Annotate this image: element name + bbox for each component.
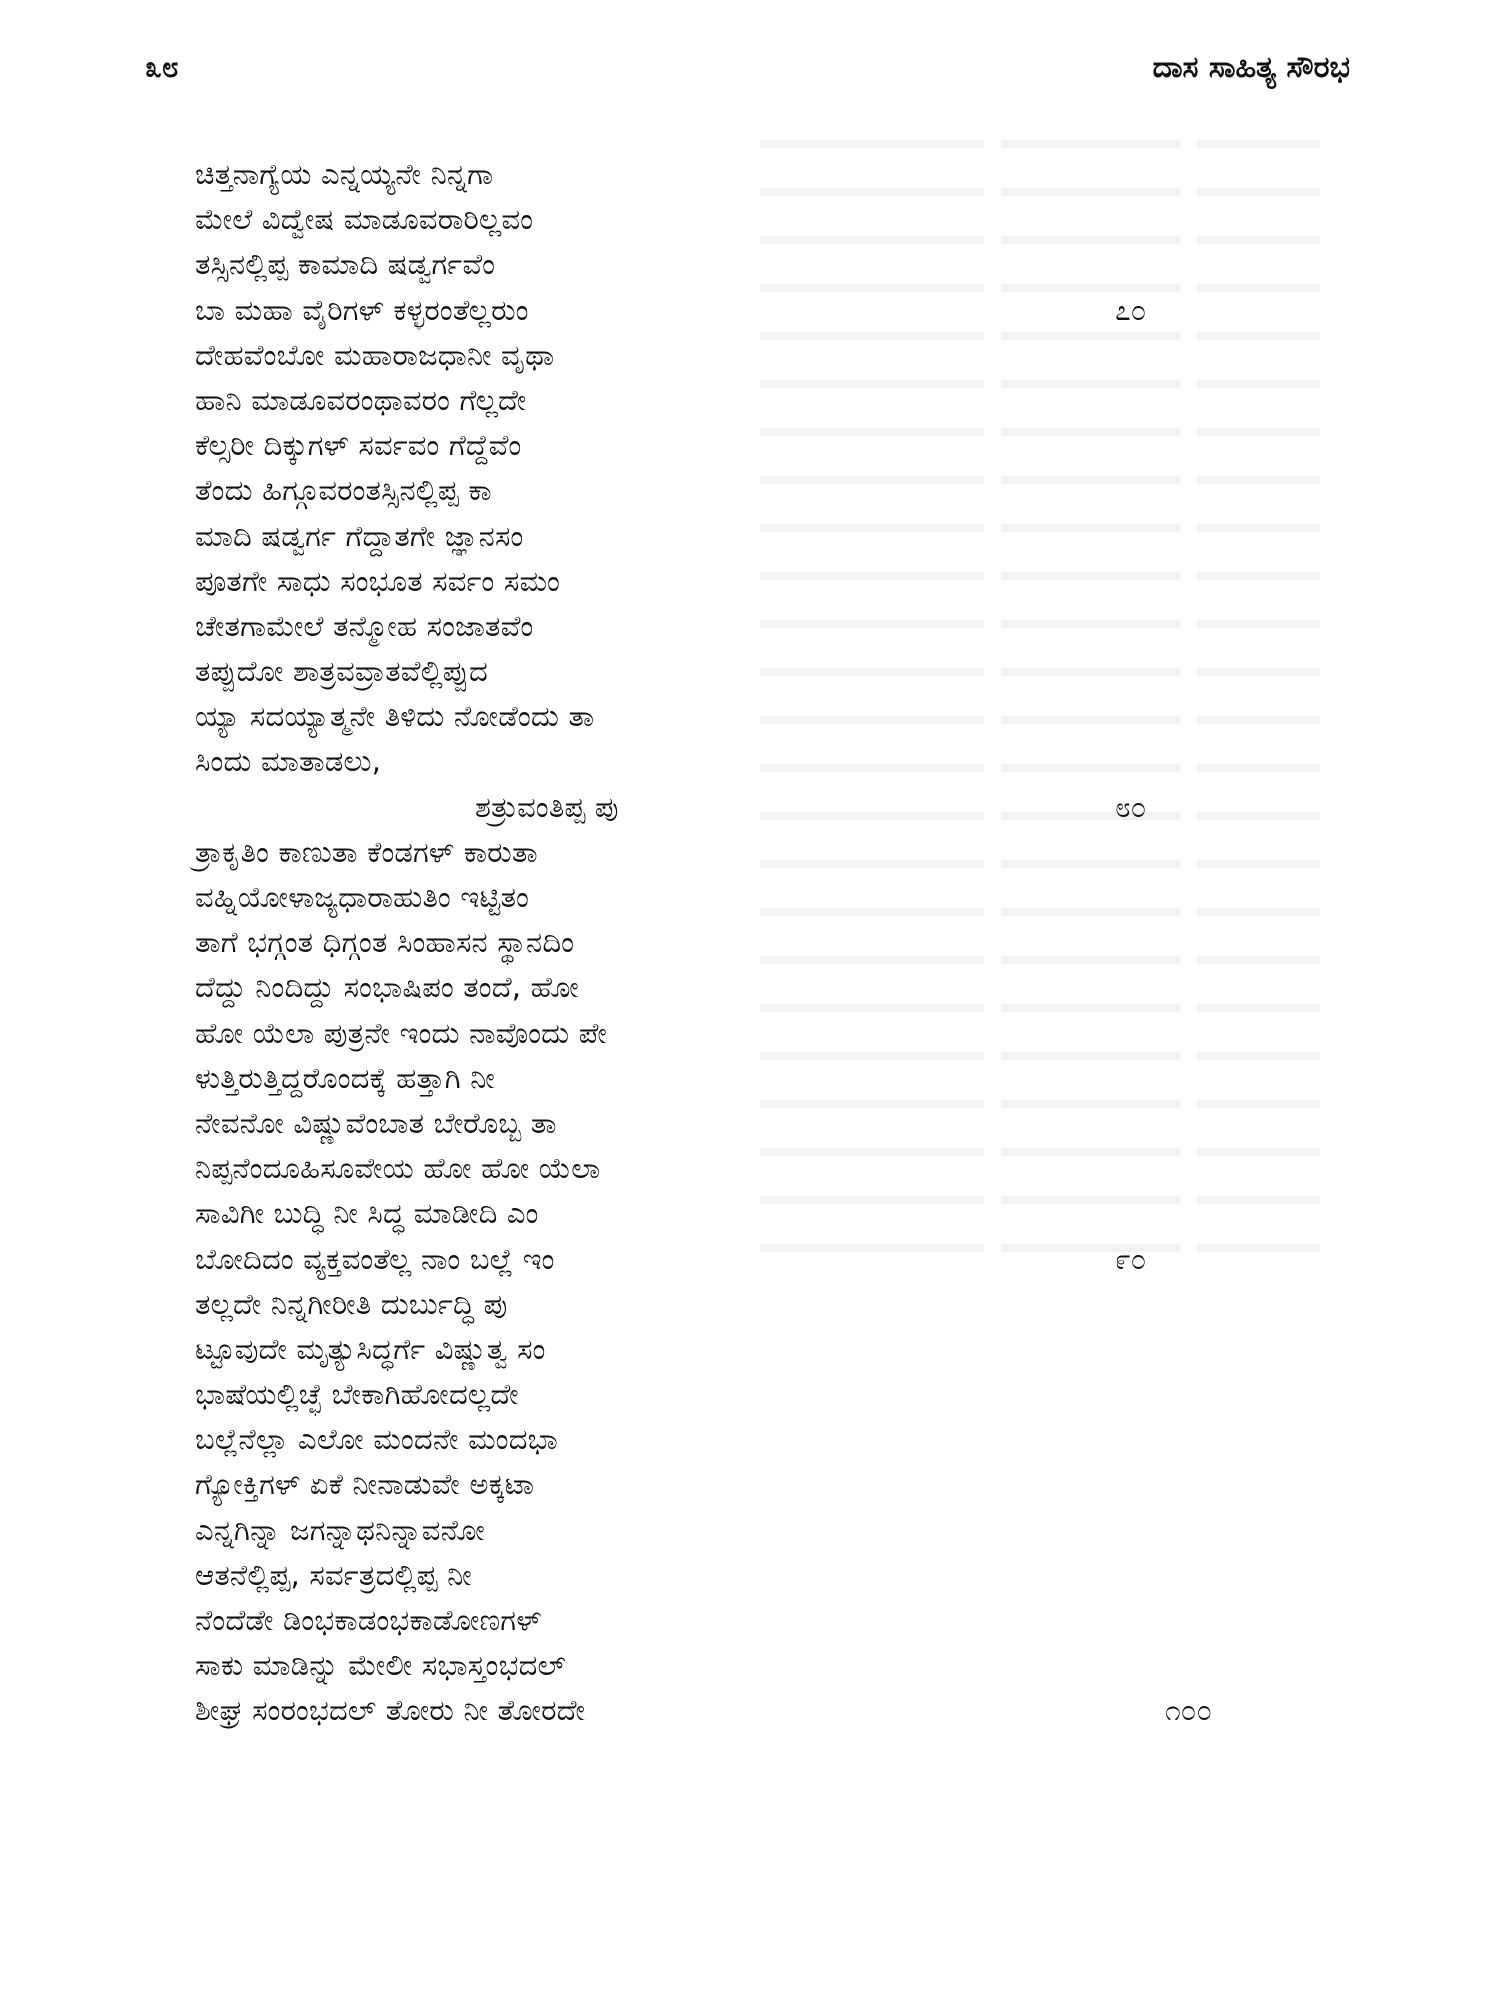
poem-line-text: ಳುತ್ತಿರುತ್ತಿದ್ದರೊಂದಕ್ಕೆ ಹತ್ತಾಗಿ ನೀ (195, 1060, 495, 1095)
poem-line (195, 694, 1295, 739)
poem-line-text: ದೆದ್ದು ನಿಂದಿದ್ದು ಸಂಭಾಷಿಪಂ ತಂದೆ, ಹೋ (195, 970, 579, 1005)
poem-line (195, 1508, 1295, 1553)
line-number: ೭೦ (1115, 293, 1147, 327)
poem-line-text: ಎನ್ನಗಿನ್ನಾ ಜಗನ್ನಾಥನಿನ್ನಾವನೋ (195, 1512, 485, 1547)
poem-line (195, 1462, 1295, 1507)
poem-line-text: ಸಿಂದು ಮಾತಾಡಲು, (195, 744, 382, 779)
poem-line-text: ತಲ್ಲದೇ ನಿನ್ನಗೀರೀತಿ ದುರ್ಬುದ್ಧಿ ಪು (195, 1286, 508, 1321)
poem-line (195, 1056, 1295, 1101)
poem-line-text: ಟ್ಟೂವುದೇ ಮೃತ್ಯುಸಿದ್ಧರ್ಗೆ ವಿಷ್ಣುತ್ವ ಸಂ (195, 1331, 546, 1366)
poem-line-text: ಹೋ ಯೆಲಾ ಪುತ್ರನೇ ಇಂದು ನಾವೊಂದು ಪೇ (195, 1015, 608, 1050)
page-number: ೩೮ (145, 50, 179, 85)
poem-line-text: ತಸ್ಸಿನಲ್ಲಿಪ್ಪ ಕಾಮಾದಿ ಷಡ್ವರ್ಗವೆಂ (195, 247, 496, 282)
poem-line (195, 1643, 1295, 1688)
poem-line-text: ವಹ್ನಿಯೋಳಾಜ್ಯಧಾರಾಹುತಿಂ ಇಟ್ಟಿತಂ (195, 880, 530, 914)
poem-line-text: ಮೇಲೆ ವಿದ್ವೇಷ ಮಾಡೂವರಾರಿಲ್ಲವಂ (195, 202, 534, 237)
poem-line (195, 604, 1295, 649)
poem-line-text: ಹಾನಿ ಮಾಡೂವರಂಥಾವರಂ ಗೆಲ್ಲದೇ (195, 382, 527, 417)
poem-line (195, 378, 1295, 423)
poem-line (195, 1327, 1295, 1372)
poem-line-text: ದೇಹವೆಂಬೋ ಮಹಾರಾಜಧಾನೀ ವೃಥಾ (195, 337, 555, 372)
poem-line (195, 1237, 1295, 1282)
poem-line-text: ಕೆಲ್ಸರೀ ದಿಕ್ಕುಗಳ್ ಸರ್ವವಂ ಗೆದ್ದೆವೆಂ (195, 428, 522, 463)
poem-line (195, 333, 1295, 378)
poem-line-text: ತಾಗೆ ಭಗ್ಗಂತ ಧಿಗ್ಗಂತ ಸಿಂಹಾಸನ ಸ್ಥಾನದಿಂ (195, 925, 575, 960)
poem-line (195, 649, 1295, 694)
poem-line-text: ಚಿತ್ತನಾಗ್ಯೆಯ ಎನ್ನಯ್ಯನೇ ನಿನ್ನಗಾ (195, 157, 494, 191)
running-title: ದಾಸ ಸಾಹಿತ್ಯ ಸೌರಭ (1152, 50, 1350, 85)
poem-line-text: ನೇವನೋ ವಿಷ್ಣುವೆಂಬಾತ ಬೇರೊಬ್ಬ ತಾ (195, 1105, 557, 1140)
poem-line-text: ತಪ್ಪುದೋ ಶಾತ್ರವವ್ರಾತವೆಲ್ಲಿಪ್ಪುದ (195, 654, 488, 689)
poem-line (195, 242, 1295, 287)
poem-line-text: ಸಾಕು ಮಾಡಿನ್ನು ಮೇಲೀ ಸಭಾಸ್ತಂಭದಲ್ (195, 1648, 566, 1683)
poem-line-text: ಬೋದಿದಂ ವ್ಯಕ್ತವಂತೆಲ್ಲ ನಾಂ ಬಲ್ಲೆ ಇಂ (195, 1241, 555, 1276)
poem-line (195, 1191, 1295, 1236)
poem-line (195, 559, 1295, 604)
poem-line-text: ಸಾವಿಗೀ ಬುದ್ಧಿ ನೀ ಸಿದ್ಧ ಮಾಡೀದಿ ಎಂ (195, 1196, 539, 1231)
poem-line (195, 197, 1295, 242)
poem-line-text: ಚೇತಗಾಮೇಲೆ ತನ್ಮೋಹ ಸಂಜಾತವೆಂ (195, 608, 534, 643)
poem-line-text: ತ್ರಾಕೃತಿಂ ಕಾಣುತಾ ಕೆಂಡಗಳ್ ಕಾರುತಾ (195, 834, 538, 869)
poem-line-text: ಆತನೆಲ್ಲಿಪ್ಪ, ಸರ್ವತ್ರದಲ್ಲಿಪ್ಪ ನೀ (195, 1557, 472, 1592)
poem-line-text: ಶೀಘ್ರ ಸಂರಂಭದಲ್ ತೋರು ನೀ ತೋರದೇ (195, 1693, 586, 1728)
page-header (0, 50, 1500, 90)
poem-line-text: ನೆಂದೆಡೇ ಡಿಂಭಕಾಡಂಭಕಾಡೋಣಗಳ್ (195, 1603, 542, 1637)
poem-line (195, 739, 1295, 784)
poem-line-text: ನಿಪ್ಪನೆಂದೂಹಿಸೂವೇಯ ಹೋ ಹೋ ಯೆಲಾ (195, 1151, 601, 1186)
line-number: ೮೦ (1115, 790, 1147, 824)
poem-line-text: ಭಾಷೆಯಲ್ಲಿಚ್ಛೆ ಬೇಕಾಗಿಹೋದಲ್ಲದೇ (195, 1377, 519, 1412)
poem-line (195, 288, 1295, 333)
poem-line (195, 1553, 1295, 1598)
poem-line (195, 1101, 1295, 1146)
line-number: ೯೦ (1115, 1242, 1147, 1276)
poem-line-text: ಬಾ ಮಹಾ ವೈರಿಗಳ್ ಕಳ್ಳರಂತೆಲ್ಲರುಂ (195, 292, 529, 327)
poem-line-text: ಮಾದಿ ಷಡ್ವರ್ಗ ಗೆದ್ದಾತಗೇ ಜ್ಞಾನಸಂ (195, 518, 524, 553)
poem-line-text: ಬಲ್ಲೆನೆಲ್ಲಾ ಎಲೋ ಮಂದನೇ ಮಂದಭಾ (195, 1422, 558, 1457)
poem-line-text: ಗ್ಯೋಕ್ತಿಗಳ್ ಏಕೆ ನೀನಾಡುವೇ ಅಕ್ಕಟಾ (195, 1467, 535, 1502)
poem-line-text: ತೆಂದು ಹಿಗ್ಗೂವರಂತಸ್ಸಿನಲ್ಲಿಪ್ಪ ಕಾ (195, 473, 492, 508)
poem-line-text: ಯ್ಯಾ ಸದಯ್ಯಾತ್ಮನೇ ತಿಳಿದು ನೋಡೆಂದು ತಾ (195, 699, 595, 734)
poem-line (195, 152, 1295, 197)
poem-line-text: ಪೂತಗೇ ಸಾಧು ಸಂಭೂತ ಸರ್ವಂ ಸಮಂ (195, 563, 561, 598)
poem-line (195, 1417, 1295, 1462)
poem-body (195, 152, 1295, 1734)
poem-line (195, 875, 1295, 920)
poem-line (195, 514, 1295, 559)
poem-line (195, 920, 1295, 965)
poem-line (195, 830, 1295, 875)
poem-line (195, 1688, 1295, 1733)
poem-line-text: ಶತ್ರುವಂತಿಪ್ಪ ಪು (475, 789, 619, 824)
poem-line (195, 1011, 1295, 1056)
poem-line (195, 423, 1295, 468)
poem-line (195, 1146, 1295, 1191)
poem-line (195, 1598, 1295, 1643)
poem-line (195, 1372, 1295, 1417)
poem-line (195, 965, 1295, 1010)
poem-line (195, 1282, 1295, 1327)
line-number: ೧೦೦ (1165, 1694, 1213, 1728)
poem-line (195, 785, 1295, 830)
poem-line (195, 468, 1295, 513)
